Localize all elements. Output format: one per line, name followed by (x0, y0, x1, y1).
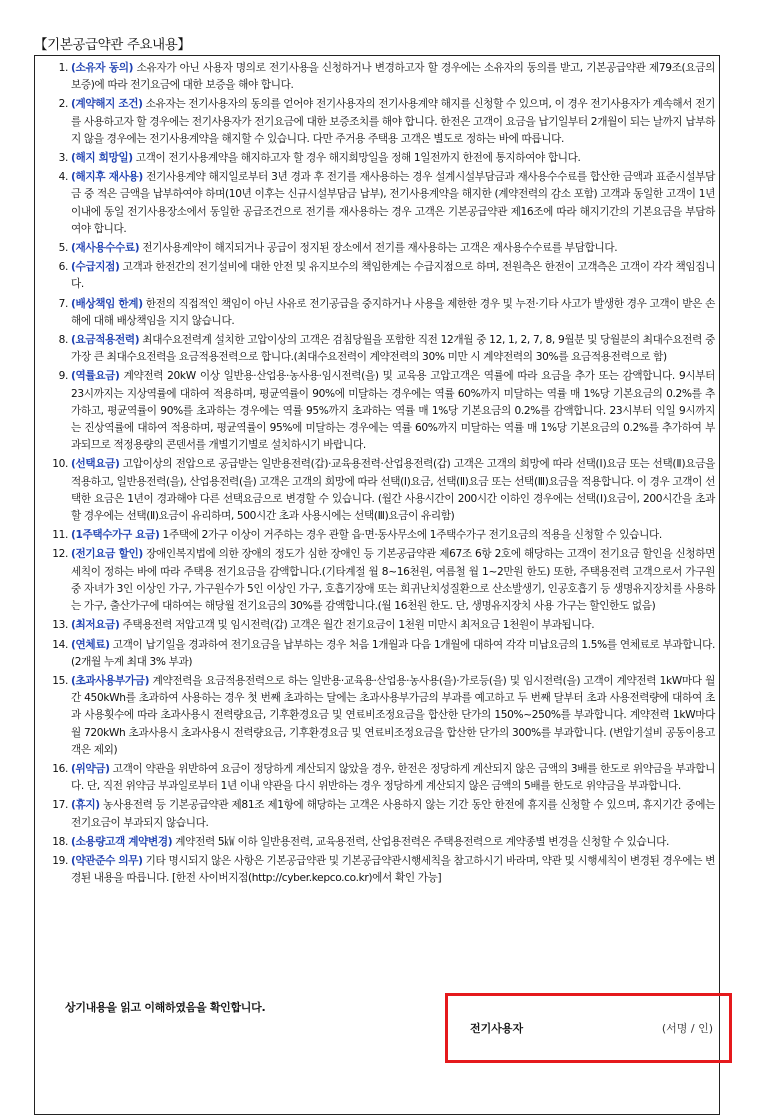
term-item (51, 853, 715, 887)
terms-list (51, 60, 715, 889)
term-number: 10. (52, 458, 68, 471)
term-item (51, 673, 715, 759)
term-item (51, 259, 715, 293)
term-number: 8. (58, 334, 68, 347)
term-text: 주택용전력 저압고객 및 임시전력(갑) 고객은 월간 전기요금이 1천원 미만시 최저요금 1천원이 부과됩니다. (119, 619, 595, 632)
term-text: 최대수요전력계 설치한 고압이상의 고객은 검침당월을 포함한 직전 12개월 중 12, 1, 2, 7, 8, 9월분 및 당월분의 최대수요전력 중 가장 큰 최대수요전력을 요금적용전력으로 합니다.(최대수요전력이 계약전력의 30% 미만 시 계약전력의 30%를 요금적용전력으로 함) (71, 334, 715, 364)
term-keyword: (전기요금 할인) (71, 548, 143, 561)
term-text: 1주택에 2가구 이상이 거주하는 경우 관할 읍·면·동사무소에 1주택수가구 전기요금의 적용을 신청할 수 있습니다. (159, 529, 662, 542)
term-item (51, 617, 715, 634)
term-item (51, 368, 715, 454)
term-keyword: (해지 희망일) (71, 152, 133, 165)
term-keyword: (최저요금) (71, 619, 120, 632)
term-keyword: (소용량고객 계약변경) (71, 835, 173, 848)
term-item (51, 456, 715, 525)
signature-hint: (서명 / 인) (661, 1022, 713, 1035)
term-text: 한전의 직접적인 책임이 아닌 사유로 전기공급을 중지하거나 사용을 제한한 경우 및 누전·기타 사고가 발생한 경우 고객이 받은 손해에 대해 배상책임을 지지 않습니다. (71, 297, 715, 327)
term-keyword: (해지후 재사용) (71, 171, 143, 184)
term-text: 고압이상의 전압으로 공급받는 일반용전력(갑)·교육용전력·산업용전력(갑) 고객은 고객의 희망에 따라 선택(Ⅰ)요금 또는 선택(Ⅱ)요금을 적용하고, 일반용전력(을), 산업용전력(을) 고객은 고객의 희망에 따라 선택(Ⅰ)요금, 선택(Ⅱ)요금 또는 선택(Ⅲ)요금을 적용합니다. 이 경우 고객이 선택한 요금은 1년이 경과해야 다른 선택요금으로 변경할 수 있습니다. (월간 사용시간이 200시간 이하인 경우에는 선택(Ⅰ)요금이, 200시간을 초과할 경우에는 선택(Ⅱ)요금이 유리하며, 500시간 초과 사용시에는 선택(Ⅲ)요금이 유리함) (71, 458, 715, 523)
term-item (51, 150, 715, 167)
term-keyword: (휴지) (71, 799, 100, 812)
term-text: 고객과 한전간의 전기설비에 대한 안전 및 유지보수의 책임한계는 수급지점으로 하며, 전원측은 한전이 고객측은 고객이 각각 책임집니다. (71, 261, 715, 291)
signature-label: 전기사용자 (470, 1022, 524, 1035)
confirm-statement: 상기내용을 읽고 이해하였음을 확인합니다. (65, 1001, 266, 1014)
term-text: 농사용전력 등 기본공급약관 제81조 제1항에 해당하는 고객은 사용하지 않는 기간 동안 한전에 휴지를 신청할 수 있으며, 휴지기간 중에는 전기요금이 부과되지 않습니다. (71, 799, 715, 829)
signature-box[interactable] (445, 993, 732, 1063)
term-number: 6. (58, 261, 68, 274)
term-text: 계약전력을 요금적용전력으로 하는 일반용·교육용·산업용·농사용(을)·가로등(을) 및 임시전력(을) 고객이 계약전력 1kW마다 월간 450kWh를 초과하여 사용하는 경우 첫 번째 초과하는 달에는 초과사용부가금의 부과를 예고하고 두 번째 달부터 초과 사용전력량에 대하여 초과 사용횟수에 따라 초과사용시 전력량요금, 기후환경요금 및 연료비조정요금을 합산한 단가의 150%~250%를 부과합니다. 계약전력 1kW마다 월 720kWh 초과사용시 초과사용시 전력량요금, 기후환경요금 및 연료비조정요금을 합산한 단가의 300%를 부과합니다. (변압기설비 공동이용고객은 제외) (71, 674, 715, 756)
term-item (51, 296, 715, 330)
term-text: 전기사용계약 해지일로부터 3년 경과 후 전기를 재사용하는 경우 설계시설부담금과 재사용수수료를 합산한 금액과 표준시설부담금 중 적은 금액을 납부하여야 하며(10년 이후는 신규시설부담금 납부), 전기사용계약을 해지한 (계약전력의 감소 포함) 고객과 동일한 고객이 1년 이내에 동일 전기사용장소에서 동일한 공급조건으로 전기를 재사용하는 경우 고객은 기본공급약관 제16조에 따라 해지기간의 기본요금을 부담하여야 합니다. (71, 171, 715, 235)
term-item (51, 527, 715, 544)
term-number: 1. (58, 62, 68, 74)
term-number: 14. (52, 638, 68, 651)
term-number: 19. (52, 854, 68, 867)
term-text: 장애인복지법에 의한 장애의 정도가 심한 장애인 등 기본공급약관 제67조 6항 2호에 해당하는 고객이 전기요금 할인을 신청하면 세칙이 정하는 바에 따라 주택용 전기요금을 감액합니다.(기타계절 월 8~16천원, 여름철 월 1~2만원 한도) 또한, 주택용전력 고객으로서 가구원 중 자녀가 3인 이상인 가구, 가구원수가 5인 이상인 가구, 호흡기장애 또는 희귀난치성질환으로 산소발생기, 인공호흡기 등 생명유지장치를 사용하는 가구, 출산가구에 대하여는 해당월 전기요금의 30%를 감액합니다.(월 16천원 한도. 단, 생명유지장치 사용 가구는 할인한도 없음) (71, 548, 716, 613)
term-number: 17. (52, 799, 68, 812)
term-keyword: (요금적용전력) (71, 334, 140, 347)
term-keyword: (계약해지 조건) (71, 98, 143, 111)
term-number: 9. (58, 370, 68, 383)
term-text: 고객이 납기일을 경과하여 전기요금을 납부하는 경우 처음 1개월과 다음 1개월에 대하여 각각 미납요금의 1.5%를 연체료로 부과합니다.(2개월 누계 최대 3% 부과) (71, 638, 715, 668)
term-keyword: (수급지점) (71, 261, 120, 274)
term-item (51, 834, 715, 851)
term-text: 소유자는 전기사용자의 동의를 얻어야 전기사용자의 전기사용계약 해지를 신청할 수 있으며, 이 경우 전기사용자가 계속해서 전기를 사용하고자 할 경우에는 전기사용자가 전기요금에 대한 보증조치를 해야 합니다. 한전은 고객이 요금을 납기일부터 2개월이 되는 날까지 납부하지 않을 경우에는 전기사용계약을 해지할 수 있습니다. 다만 주거용 주택용 고객은 별도로 정하는 바에 따릅니다. (71, 98, 715, 145)
term-keyword: (배상책임 한계) (71, 297, 143, 310)
term-text: 계약전력 20kW 이상 일반용·산업용·농사용·임시전력(을) 및 교육용 고압고객은 역률에 따라 요금을 추가 또는 감액합니다. 9시부터 23시까지는 지상역률에 대하여 적용하며, 평균역률이 90%에 미달하는 경우에는 역률 60%까지 미달하는 역률 매 1%당 기본요금의 0.2%를 추가하고, 평균역률이 90%를 초과하는 경우에는 역률 95%까지 초과하는 역률 매 1%당 기본요금의 0.2%를 감액합니다. 23시부터 익일 9시까지는 진상역률에 대하여 적용하며, 평균역률이 95%에 미달하는 경우에는 역률 60%까지 미달하는 역률 매 1%당 기본요금의 0.2%를 추가하여 부과되므로 적정용량의 콘덴서를 개별기기별로 설치하시기 바랍니다. (71, 370, 715, 452)
document-title: 【기본공급약관 주요내용】 (34, 37, 191, 53)
term-number: 18. (52, 835, 68, 848)
term-number: 12. (52, 548, 68, 561)
term-text: 기타 명시되지 않은 사항은 기본공급약관 및 기본공급약관시행세칙을 참고하시기 바라며, 약관 및 시행세칙이 변경된 경우에는 변경된 내용을 따릅니다. [한전 사이버지점(http://cyber.kepco.co.kr)에서 확인 가능] (71, 854, 715, 885)
term-text: 전기사용계약이 해지되거나 공급이 정지된 장소에서 전기를 재사용하는 고객은 재사용수수료를 부담합니다. (139, 242, 618, 255)
term-keyword: (소유자 동의) (71, 62, 134, 74)
term-item (51, 240, 715, 257)
term-number: 13. (52, 619, 68, 632)
term-item (51, 332, 715, 366)
term-text: 고객이 약관을 위반하여 요금이 정당하게 계산되지 않았을 경우, 한전은 정당하게 계산되지 않은 금액의 3배를 한도로 위약금을 부과합니다. 단, 직전 위약금 부과일로부터 1년 이내 약관을 다시 위반하는 경우 정당하게 계산되지 않은 금액의 5배를 한도로 위약금을 부과합니다. (71, 762, 715, 793)
term-item (51, 169, 715, 238)
term-number: 7. (58, 297, 68, 310)
term-text: 고객이 전기사용계약을 해지하고자 할 경우 해지희망일을 정해 1일전까지 한전에 통지하여야 합니다. (132, 152, 581, 165)
term-number: 5. (58, 242, 68, 255)
term-number: 16. (52, 762, 68, 775)
term-keyword: (재사용수수료) (71, 242, 140, 255)
term-item (51, 761, 715, 795)
term-item (51, 546, 715, 615)
term-item (51, 637, 715, 671)
term-number: 3. (58, 152, 68, 165)
term-keyword: (약관준수 의무) (71, 854, 143, 867)
term-number: 4. (58, 171, 68, 184)
term-keyword: (연체료) (71, 638, 110, 651)
term-number: 15. (52, 674, 68, 687)
terms-box (34, 55, 720, 1115)
term-item (51, 797, 715, 831)
term-keyword: (초과사용부가금) (71, 674, 150, 687)
term-item (51, 96, 715, 148)
term-number: 2. (58, 98, 68, 111)
term-keyword: (위약금) (71, 762, 110, 775)
term-keyword: (선택요금) (71, 458, 120, 471)
term-keyword: (1주택수가구 요금) (71, 529, 160, 542)
term-text: 계약전력 5㎾ 이하 일반용전력, 교육용전력, 산업용전력은 주택용전력으로 계약종별 변경을 신청할 수 있습니다. (172, 835, 670, 848)
term-text: 소유자가 아닌 사용자 명의로 전기사용을 신청하거나 변경하고자 할 경우에는 소유자의 동의를 받고, 기본공급약관 제79조(요금의 보증)에 따라 전기요금에 대한 보증을 해야 합니다. (71, 62, 715, 92)
term-keyword: (역률요금) (71, 370, 120, 383)
term-number: 11. (52, 529, 68, 542)
term-item (51, 60, 715, 94)
